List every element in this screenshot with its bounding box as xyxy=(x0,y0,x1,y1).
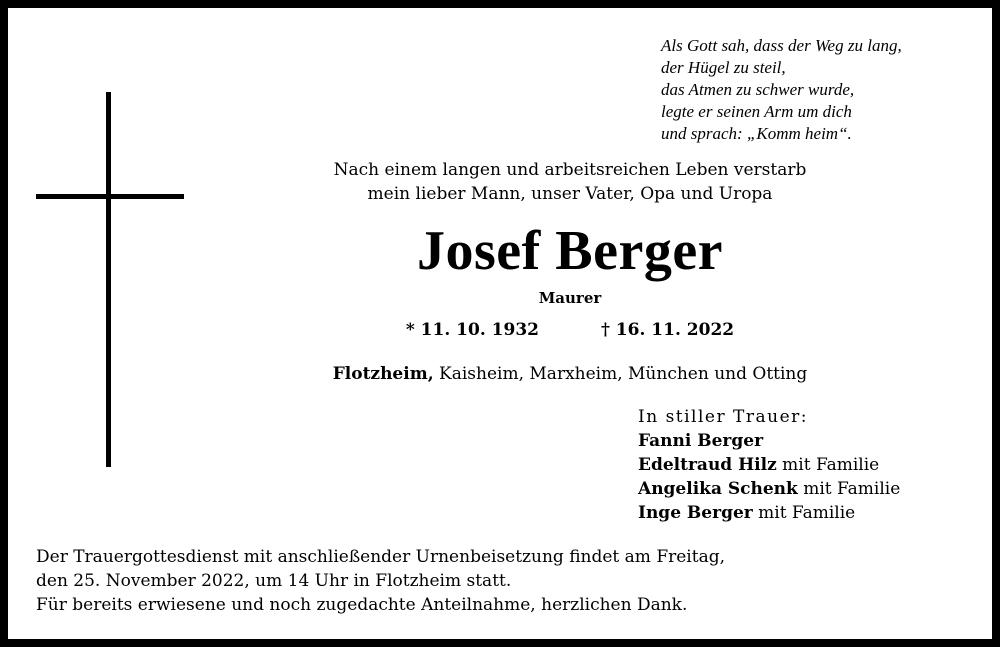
poem-line: und sprach: „Komm heim“. xyxy=(661,124,852,143)
death-date: † 16. 11. 2022 xyxy=(601,320,735,340)
poem-line: das Atmen zu schwer wurde, xyxy=(661,80,855,99)
thanks-line: Für bereits erwiesene und noch zugedachte Anteilnahme, herzlichen Dank. xyxy=(36,595,688,615)
life-dates xyxy=(250,318,890,342)
deceased-profession: Maurer xyxy=(538,289,602,307)
other-places: Kaisheim, Marxheim, München und Otting xyxy=(433,364,808,384)
mourners-block xyxy=(638,405,900,525)
mourner-suffix: mit Familie xyxy=(752,503,856,523)
service-line: Der Trauergottesdienst mit anschließender Urnenbeisetzung findet am Freitag, xyxy=(36,547,725,567)
poem xyxy=(661,35,902,145)
poem-line: legte er seinen Arm um dich xyxy=(661,102,852,121)
intro-text xyxy=(250,158,890,206)
service-line: den 25. November 2022, um 14 Uhr in Flotzheim statt. xyxy=(36,571,512,591)
intro-line: mein lieber Mann, unser Vater, Opa und Uropa xyxy=(367,184,773,204)
places-line xyxy=(250,362,890,386)
mourner-name: Angelika Schenk xyxy=(638,479,798,499)
home-place: Flotzheim, xyxy=(332,364,434,384)
deceased-name: Josef Berger xyxy=(416,220,724,282)
mourner-entry xyxy=(638,477,900,501)
mourner-suffix: mit Familie xyxy=(776,455,880,475)
mourner-name: Fanni Berger xyxy=(638,431,764,451)
mourner-name: Inge Berger xyxy=(638,503,753,523)
cross-vertical-bar xyxy=(106,92,111,467)
mourner-name: Edeltraud Hilz xyxy=(638,455,777,475)
mourner-entry xyxy=(638,429,900,453)
mourners-heading: In stiller Trauer: xyxy=(638,407,808,427)
poem-line: Als Gott sah, dass der Weg zu lang, xyxy=(661,36,902,55)
mourner-entry xyxy=(638,453,900,477)
mourner-entry xyxy=(638,501,900,525)
service-info xyxy=(36,545,725,617)
birth-date: * 11. 10. 1932 xyxy=(405,320,539,340)
cross-horizontal-bar xyxy=(36,194,184,199)
poem-line: der Hügel zu steil, xyxy=(661,58,786,77)
mourner-suffix: mit Familie xyxy=(797,479,901,499)
intro-line: Nach einem langen und arbeitsreichen Leben verstarb xyxy=(333,160,807,180)
